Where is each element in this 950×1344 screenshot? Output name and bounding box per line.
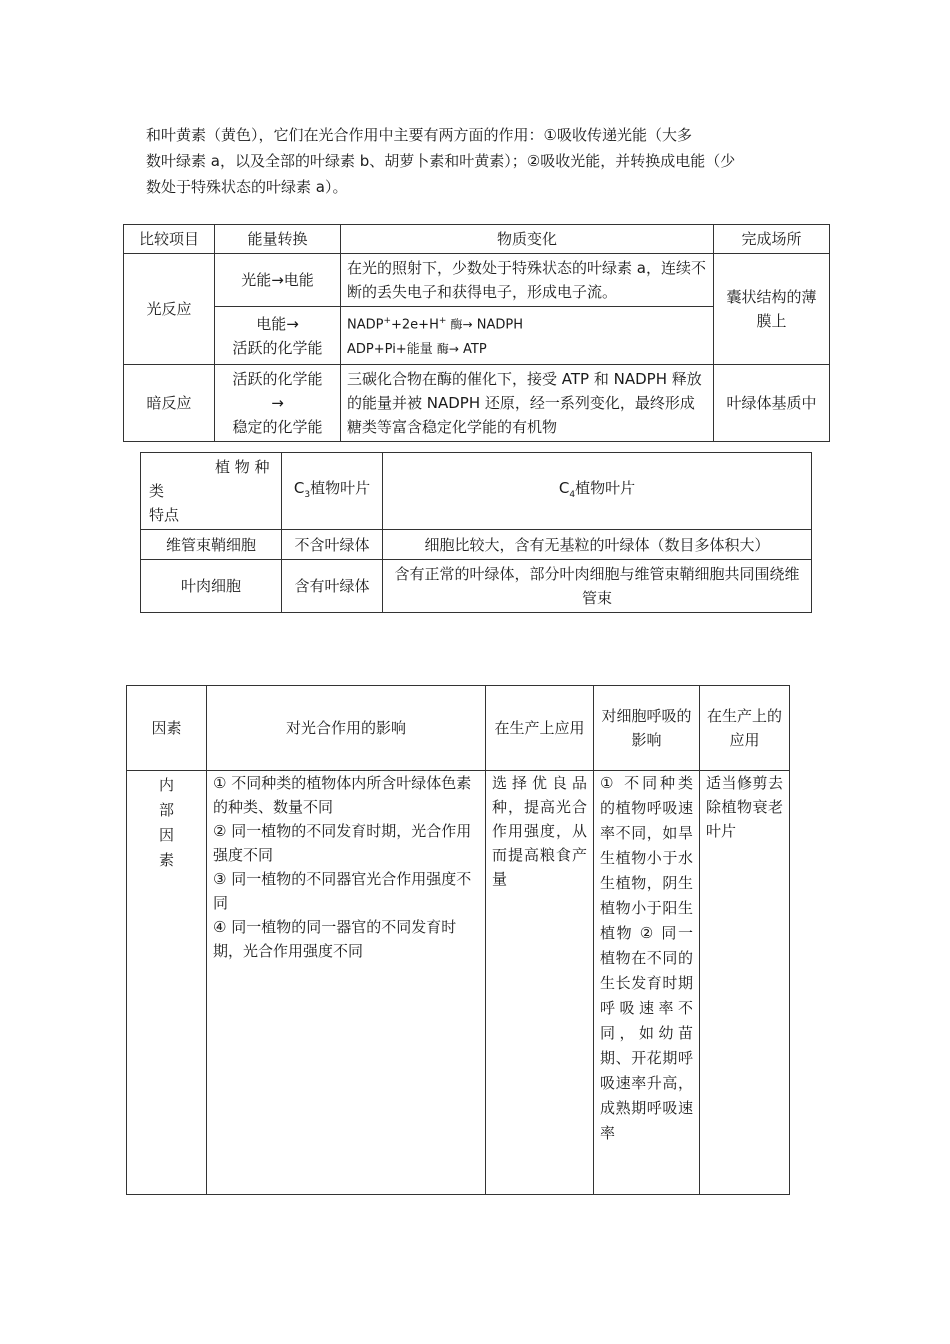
header-resp-effect: 对细胞呼吸的影响 — [594, 686, 700, 771]
production-use-2: 适当修剪去除植物衰老叶片 — [700, 771, 790, 1195]
internal-factor-label: 内部因素 — [127, 771, 207, 1195]
intro-line: 数处于特殊状态的叶绿素 a）。 — [146, 178, 348, 196]
row-mesophyll: 叶肉细胞 — [141, 560, 282, 613]
intro-paragraph — [146, 122, 796, 200]
intro-line: 数叶绿素 a，以及全部的叶绿素 b、胡萝卜素和叶黄素）；②吸收光能，并转换成电能（少 — [146, 152, 736, 170]
equation-atp: ADP+Pi+能量 酶→ ATP — [347, 342, 487, 358]
dark-energy: 活跃的化学能 → 稳定的化学能 — [215, 365, 341, 442]
mesophyll-c4: 含有正常的叶绿体，部分叶肉细胞与维管束鞘细胞共同围绕维管束 — [383, 560, 812, 613]
dark-change: 三碳化合物在酶的催化下，接受 ATP 和 NADPH 释放的能量并被 NADPH 还原，经一系列变化，最终形成糖类等富含稳定化学能的有机物 — [341, 365, 714, 442]
light-energy-1: 光能→电能 — [215, 254, 341, 307]
header-energy: 能量转换 — [215, 225, 341, 254]
photo-effects: ① 不同种类的植物体内所含叶绿体色素的种类、数量不同 ② 同一植物的不同发育时期，光合作用强度不同 ③ 同一植物的不同器官光合作用强度不同 ④ 同一植物的同一器官的不同发育时期，光合作用强度不同 — [207, 771, 486, 1195]
light-equations — [341, 307, 714, 365]
c3-c4-table — [140, 452, 812, 613]
enzyme-arrow-icon: 酶→ — [450, 317, 473, 332]
header-item: 比较项目 — [124, 225, 215, 254]
row-bundle-sheath: 维管束鞘细胞 — [141, 530, 282, 560]
mesophyll-c3: 含有叶绿体 — [282, 560, 383, 613]
header-production-2: 在生产上的应用 — [700, 686, 790, 771]
factors-table — [126, 685, 790, 1195]
c4-header: $C_4$植物叶片 — [383, 453, 812, 530]
dark-reaction-label: 暗反应 — [124, 365, 215, 442]
equation-nadph: NADP++2e+H+ 酶→ NADPH — [347, 316, 523, 333]
light-reaction-label: 光反应 — [124, 254, 215, 365]
light-energy-2a: 电能→ — [256, 314, 299, 333]
header-factor: 因素 — [127, 686, 207, 771]
light-change-1: 在光的照射下，少数处于特殊状态的叶绿素 a，连续不断的丢失电子和获得电子，形成电子流。 — [341, 254, 714, 307]
bundle-sheath-c4: 细胞比较大，含有无基粒的叶绿体（数目多体积大） — [383, 530, 812, 560]
corner-header: 植 物 种 类 特点 — [141, 453, 282, 530]
resp-effects: ① 不同种类的植物呼吸速率不同，如旱生植物小于水生植物，阴生植物小于阳生植物 ② 同一植物在不同的生长发育时期呼吸速率不同，如幼苗期、开花期呼吸速率升高，成熟期呼吸速率 — [594, 771, 700, 1195]
header-photo-effect: 对光合作用的影响 — [207, 686, 486, 771]
reaction-comparison-table — [123, 224, 830, 442]
enzyme-arrow-icon: 酶→ — [436, 342, 459, 357]
light-energy-2b: 活跃的化学能 — [232, 338, 323, 357]
c3-header: $C_3$植物叶片 — [282, 453, 383, 530]
header-place: 完成场所 — [714, 225, 830, 254]
header-change: 物质变化 — [341, 225, 714, 254]
header-production-1: 在生产上应用 — [486, 686, 594, 771]
production-use-1: 选择优良品种，提高光合作用强度，从而提高粮食产量 — [486, 771, 594, 1195]
intro-line: 和叶黄素（黄色），它们在光合作用中主要有两方面的作用：①吸收传递光能（大多 — [146, 126, 692, 144]
dark-place: 叶绿体基质中 — [714, 365, 830, 442]
bundle-sheath-c3: 不含叶绿体 — [282, 530, 383, 560]
light-energy-2 — [215, 307, 341, 365]
light-place: 囊状结构的薄膜上 — [714, 254, 830, 365]
